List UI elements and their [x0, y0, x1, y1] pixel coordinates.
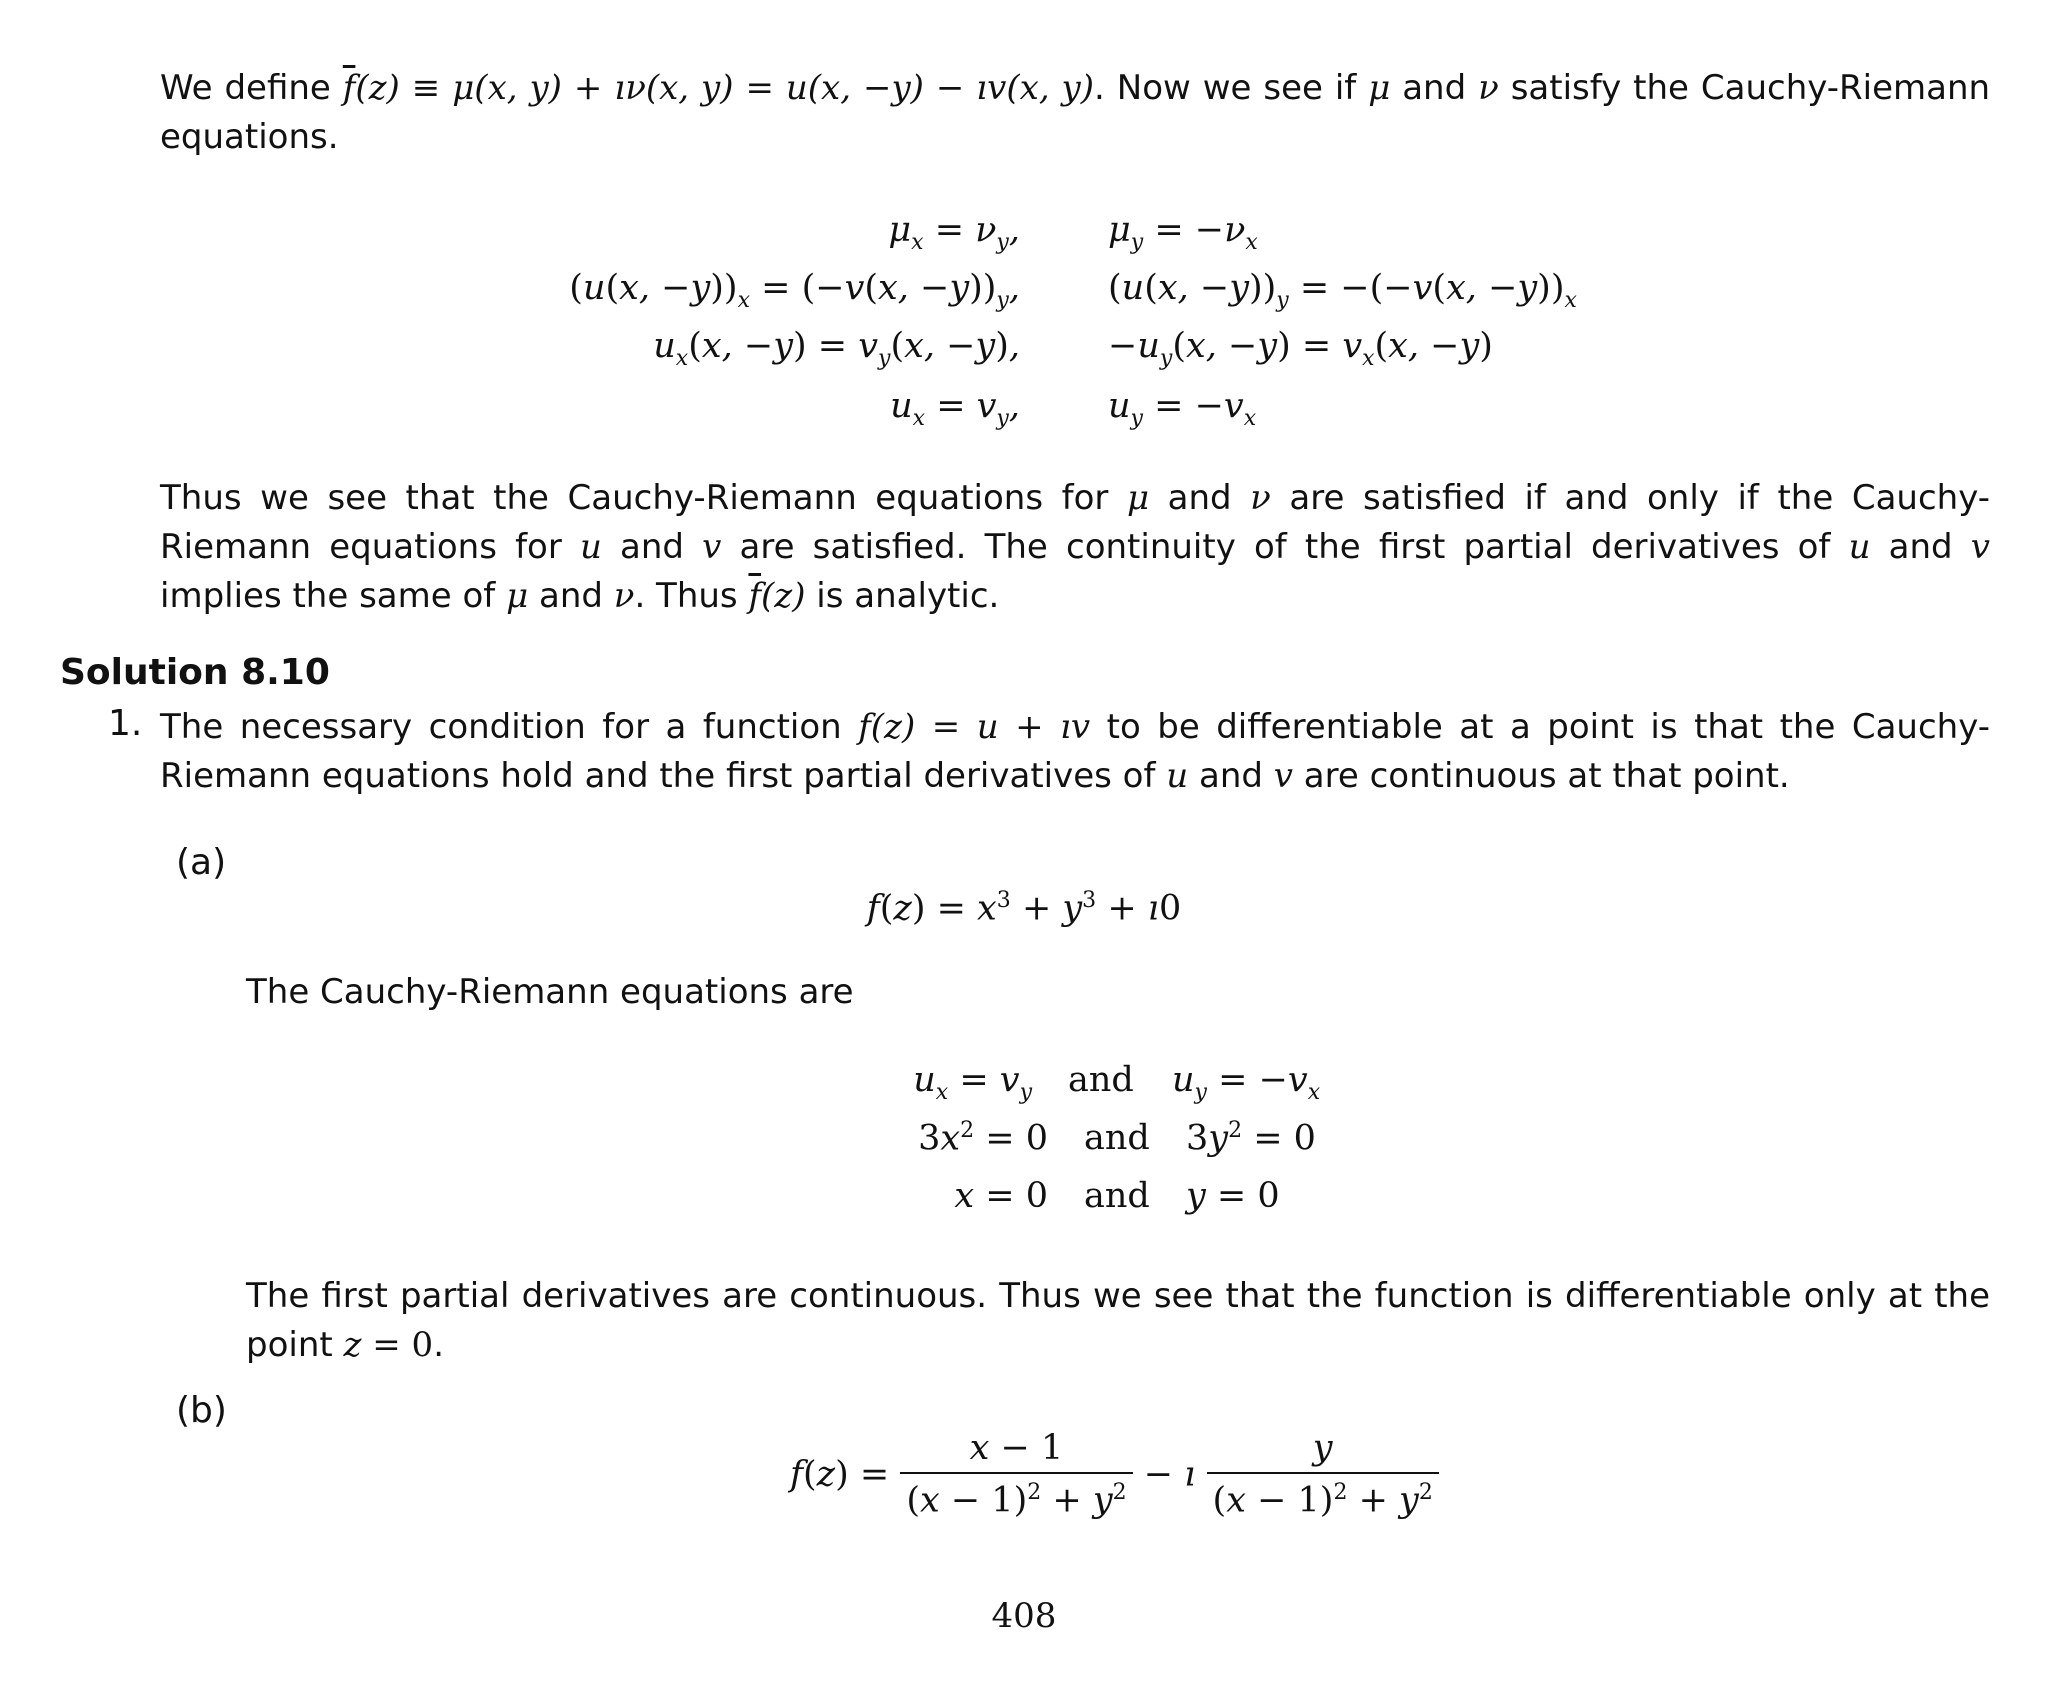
frac-2-numerator: y [1312, 1428, 1333, 1468]
a-row-3-left: x = 0 [954, 1176, 1048, 1216]
frac-1-denominator: $(x - 1)^2 + y^2$ [900, 1472, 1132, 1521]
solution-heading: Solution 8.10 [60, 652, 330, 693]
cr-row-4-right: $u_y = -v_x$ [1108, 386, 1257, 431]
part-a-cr-block [0, 1060, 2048, 1240]
a-row-1-right: $u_y = -v_x$ [1172, 1060, 1321, 1105]
item-number: 1. [108, 703, 143, 744]
cr-row-3-right: $-u_y(x$, $-y) = v_x(x$, −y) [1108, 326, 1493, 371]
a-row-2-right: $3y^2 = 0$ [1186, 1118, 1316, 1159]
intro-text: We define $\overline{f}(z) \equiv \mu(x$, y) + ıν(x, y) = u(x, −y) − ıv(x, y). Now we see if μ and ν satisfy the Cauchy-Riemann equations. [160, 68, 1991, 157]
part-a-function: $f(z) = x^3 + y^3$ + ı0 [866, 888, 1182, 929]
frac-1-numerator: x − 1 [969, 1428, 1064, 1468]
cauchy-riemann-block [0, 210, 2048, 440]
cr-row-3-left: $u_x(x$, $-y) = v_y(x$, −y), [653, 326, 1020, 371]
part-b-label: (b) [176, 1390, 227, 1431]
cr-row-1-left: $\mu_x = \nu_y$, [888, 210, 1020, 255]
cr-row-2-right: (u(x, $-y))_y = -(-v(x$, $-y))_x$ [1108, 268, 1577, 313]
frac-1 [900, 1428, 1132, 1521]
part-b-function: f(z) = $\frac{x - 1}{(x - 1)^2 + y^2}$ − ı $\frac{y}{(x - 1)^2 + y^2}$ [790, 1428, 1439, 1521]
item-1-text: The necessary condition for a function f(z) = u + ıv to be differentiable at a point is that the Cauchy-Riemann equations hold and the first partial derivatives of u and v are continuous at that point. [160, 707, 1991, 796]
frac-2-denominator: $(x - 1)^2 + y^2$ [1207, 1472, 1439, 1521]
page-number: 408 [991, 1596, 1057, 1636]
a-row-1-conj: and [1068, 1060, 1134, 1100]
a-row-1-left: $u_x = v_y$ [913, 1060, 1032, 1105]
a-row-2-left: $3x^2 = 0$ [918, 1118, 1048, 1159]
a-row-2-conj: and [1084, 1118, 1150, 1158]
frac-2 [1207, 1428, 1439, 1521]
intro-paragraph [160, 64, 1990, 162]
cr-row-2-left: (u(x, $-y))_x = (-v(x$, $-y))_y$, [569, 268, 1020, 313]
cr-row-1-right: $\mu_y = -\nu_x$ [1108, 210, 1258, 255]
conclusion-paragraph: Thus we see that the Cauchy-Riemann equations for μ and ν are satisfied if and only if the Cauchy-Riemann equations for u and v are satisfied. The continuity of the first partial derivatives of u and v implies the same of μ and ν. Thus $\overline{f}(z)$ is analytic. [160, 478, 1990, 616]
a-row-3-right: y = 0 [1186, 1176, 1280, 1216]
part-a-intro: The Cauchy-Riemann equations are [246, 972, 854, 1012]
part-a-conclusion: The first partial derivatives are continuous. Thus we see that the function is differentiable only at the point z = 0. [246, 1276, 1990, 1365]
cr-row-4-left: $u_x = v_y$, [890, 386, 1020, 431]
a-row-3-conj: and [1084, 1176, 1150, 1216]
part-a-label: (a) [176, 842, 227, 883]
